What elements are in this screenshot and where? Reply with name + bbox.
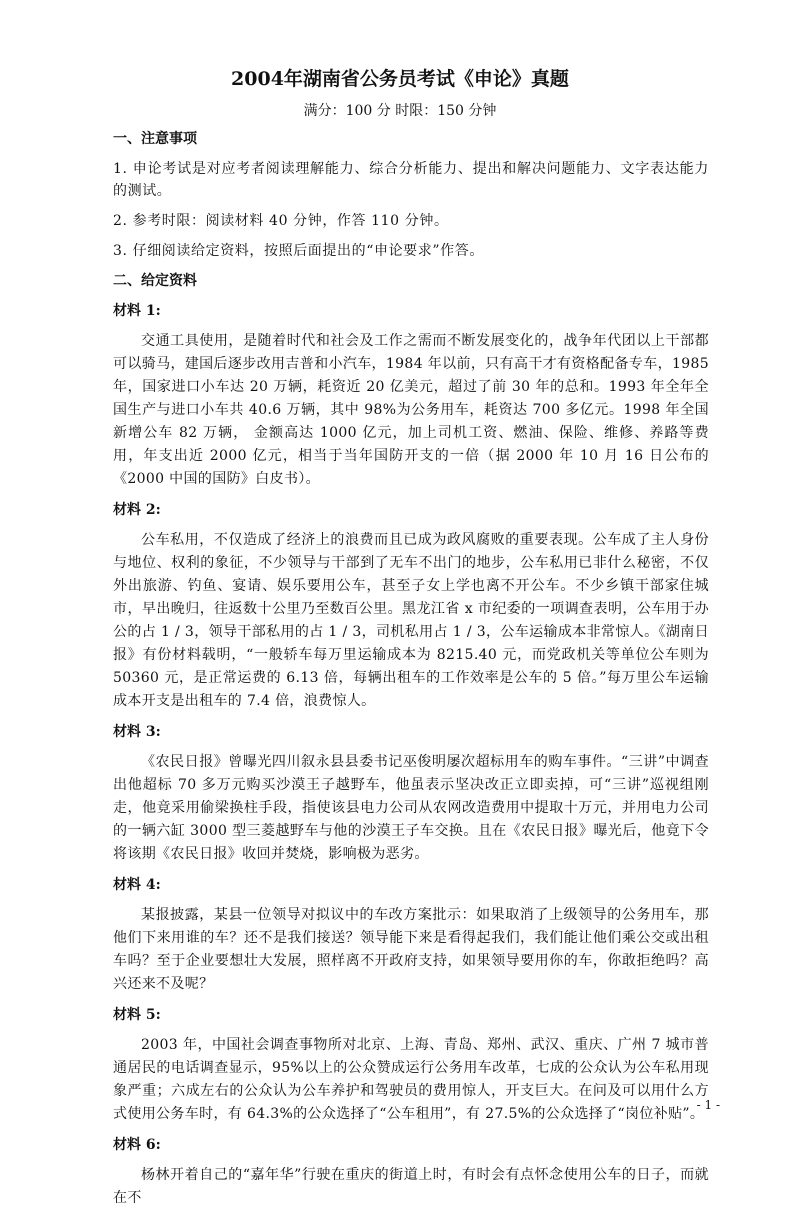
material-2-text: 公车私用，不仅造成了经济上的浪费而且已成为政风腐败的重要表现。公车成了主人身份与地位、权利的象征，不少领导与干部到了无车不出门的地步，公车私用已非什么秘密，不仅外出旅游、钓鱼、宴请、娱乐要用公车，甚至子女上学也离不开公车。不少乡镇干部家住城市，早出晚归，往返数十公里乃至数百公里。黑龙江省 x 市纪委的一项调查表明，公车用于办公的占 1 / 3，领导干部私用的占 1 / 3，司机私用占 1 / 3，公车运输成本非常惊人。《湖南日报》有份材料载明，“一般轿车每万里运输成本为 8215.40 元，而党政机关等单位公车则为 50360 元，是正常运费的 6.13 倍，每辆出租车的工作效率是公车的 5 倍。”每万里公车运输成本开支是出租车的 7.4 倍，浪费惊人。	[113, 532, 709, 709]
note-item-3: 3. 仔细阅读给定资料，按照后面提出的“申论要求”作答。	[113, 243, 484, 259]
material-1-title: 材料 1:	[113, 303, 161, 319]
document-body	[113, 128, 709, 1218]
material-4-text: 某报披露，某县一位领导对拟议中的车改方案批示：如果取消了上级领导的公务用车，那他们下来用谁的车？还不是我们接送？领导能下来是看得起我们，我们能让他们乘公交或出租车吗？至于企业要想壮大发展，照样离不开政府支持，如果领导要用你的车，你敢拒绝吗？高兴还来不及呢？	[113, 907, 709, 992]
material-5-text: 2003 年，中国社会调查事物所对北京、上海、青岛、郑州、武汉、重庆、广州 7 城市普通居民的电话调查显示，95%以上的公众赞成运行公务用车改革，七成的公众认为公车私用现象严重；六成左右的公众认为公车养护和驾驶员的费用惊人，开支巨大。在问及可以用什么方式使用公务车时，有 64.3%的公众选择了“公车租用”，有 27.5%的公众选择了“岗位补贴”。	[113, 1037, 709, 1122]
section-heading-notes: 一、注意事项	[113, 131, 197, 147]
material-6-title: 材料 6:	[113, 1137, 161, 1153]
section-heading-materials: 二、给定资料	[113, 273, 197, 289]
note-item-2: 2. 参考时限：阅读材料 40 分钟，作答 110 分钟。	[113, 213, 449, 229]
material-1-text: 交通工具使用，是随着时代和社会及工作之需而不断发展变化的，战争年代团以上干部都可以骑马，建国后逐步改用吉普和小汽车，1984 年以前，只有高干才有资格配备专车，1985 年，国家进口小车达 20 万辆，耗资近 20 亿美元，超过了前 30 年的总和。1993 年全年全国生产与进口小车共 40.6 万辆，其中 98%为公务用车，耗资达 700 多亿元。1998 年全国新增公车 82 万辆， 金额高达 1000 亿元，加上司机工资、燃油、保险、维修、养路等费用，年支出近 2000 亿元，相当于当年国防开支的一倍（据 2000 年 10 月 16 日公布的《2000 中国的国防》白皮书）。	[113, 333, 709, 487]
material-3-text: 《农民日报》曾曝光四川叙永县县委书记巫俊明屡次超标用车的购车事件。“三讲”中调查出他超标 70 多万元购买沙漠王子越野车，他虽表示坚决改正立即卖掉，可“三讲”巡视组刚走，他竟采用偷梁换柱手段，指使该县电力公司从农网改造费用中提取十万元，并用电力公司的一辆六缸 3000 型三菱越野车与他的沙漠王子车交换。且在《农民日报》曝光后，他竟下令将该期《农民日报》收回并焚烧，影响极为恶劣。	[113, 754, 709, 862]
material-5-title: 材料 5:	[113, 1007, 161, 1023]
note-item-1: 1. 申论考试是对应考者阅读理解能力、综合分析能力、提出和解决问题能力、文字表达能力的测试。	[113, 161, 709, 199]
document-title: 2004年湖南省公务员考试《申论》真题	[231, 68, 569, 90]
page-number: - 1 -	[696, 1098, 720, 1112]
material-3-title: 材料 3:	[113, 724, 161, 740]
material-2-title: 材料 2:	[113, 502, 161, 518]
material-6-text: 杨林开着自己的“嘉年华”行驶在重庆的街道上时，有时会有点怀念使用公车的日子，而就在不	[113, 1167, 709, 1206]
document-subtitle: 满分：100 分 时限：150 分钟	[303, 103, 497, 119]
material-4-title: 材料 4:	[113, 877, 161, 893]
